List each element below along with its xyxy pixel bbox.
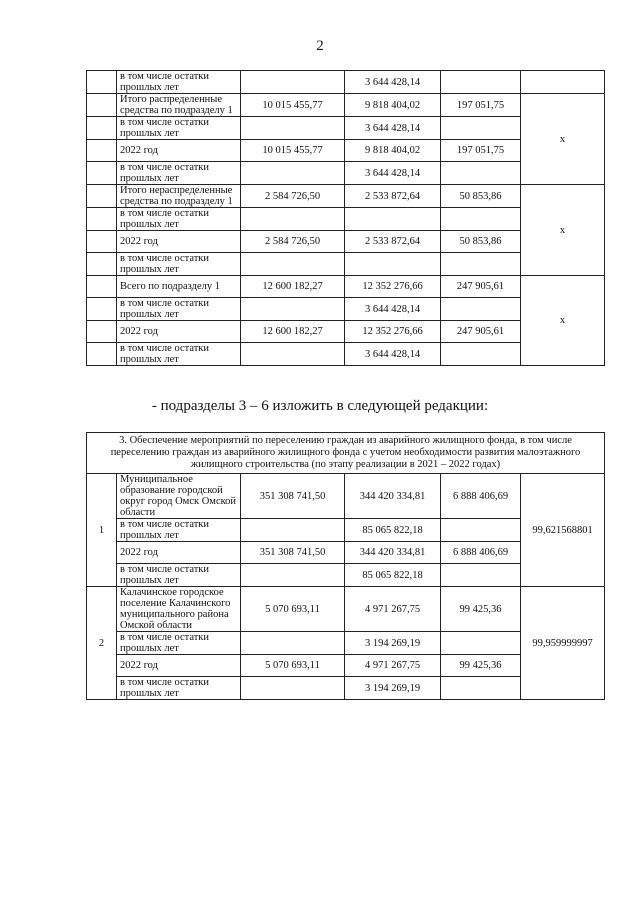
amount-federal: 3 644 428,14	[345, 71, 441, 94]
amount-regional: 197 051,75	[441, 140, 521, 162]
amount-federal: 4 971 267,75	[345, 655, 441, 677]
amount-federal: 12 352 276,66	[345, 321, 441, 343]
amount-federal: 3 644 428,14	[345, 298, 441, 321]
table-row	[87, 71, 605, 94]
amount-total	[241, 208, 345, 231]
amount-regional: 99 425,36	[441, 655, 521, 677]
row-label: 2022 год	[117, 655, 241, 677]
amount-total: 10 015 455,77	[241, 140, 345, 162]
table-row	[87, 276, 605, 298]
index-cell	[87, 71, 117, 94]
row-label: 2022 год	[117, 231, 241, 253]
section-note: - подразделы 3 – 6 изложить в следующей редакции:	[151, 398, 489, 414]
section-heading-row	[87, 433, 605, 474]
row-label: Калачинское городское поселение Калачинского муниципального района Омской области	[117, 587, 241, 632]
amount-federal	[345, 253, 441, 276]
amount-federal: 344 420 334,81	[345, 542, 441, 564]
amount-total	[241, 343, 345, 366]
amount-regional	[441, 564, 521, 587]
row-label: в том числе остатки прошлых лет	[117, 117, 241, 140]
ratio-cell: 99,621568801	[521, 474, 605, 587]
row-label: 2022 год	[117, 542, 241, 564]
page-number: 2	[316, 38, 324, 54]
index-cell	[87, 298, 117, 321]
amount-total: 351 308 741,50	[241, 474, 345, 519]
amount-federal: 3 644 428,14	[345, 117, 441, 140]
index-cell	[87, 321, 117, 343]
row-label: Итого нераспределенные средства по подразделу 1	[117, 185, 241, 208]
row-label: в том числе остатки прошлых лет	[117, 564, 241, 587]
amount-regional	[441, 298, 521, 321]
section-heading: 3. Обеспечение мероприятий по переселению граждан из аварийного жилищного фонда, в том числе переселению граждан из аварийного жилищного фонда с учетом необходимости развития малоэтажного жилищного строительства (по этапу реализации в 2021 – 2022 годах)	[87, 433, 605, 474]
row-index: 2	[87, 587, 117, 700]
budget-table-subsection-1	[86, 70, 605, 366]
index-cell	[87, 94, 117, 117]
amount-total	[241, 519, 345, 542]
amount-total	[241, 632, 345, 655]
row-label: в том числе остатки прошлых лет	[117, 162, 241, 185]
amount-total: 2 584 726,50	[241, 231, 345, 253]
x-mark-cell: х	[521, 185, 605, 276]
amount-federal: 9 818 404,02	[345, 94, 441, 117]
index-cell	[87, 253, 117, 276]
amount-regional	[441, 253, 521, 276]
table-row	[87, 185, 605, 208]
amount-federal: 4 971 267,75	[345, 587, 441, 632]
budget-table-subsection-3	[86, 432, 605, 700]
amount-regional	[441, 71, 521, 94]
amount-total: 2 584 726,50	[241, 185, 345, 208]
index-cell	[87, 231, 117, 253]
amount-federal: 3 644 428,14	[345, 343, 441, 366]
row-label: Всего по подразделу 1	[117, 276, 241, 298]
amount-regional	[441, 343, 521, 366]
amount-federal: 12 352 276,66	[345, 276, 441, 298]
amount-regional	[441, 632, 521, 655]
row-label: в том числе остатки прошлых лет	[117, 253, 241, 276]
amount-federal: 85 065 822,18	[345, 564, 441, 587]
amount-federal: 3 644 428,14	[345, 162, 441, 185]
row-label: в том числе остатки прошлых лет	[117, 208, 241, 231]
amount-total	[241, 117, 345, 140]
amount-total	[241, 162, 345, 185]
x-mark-cell	[521, 71, 605, 94]
amount-federal: 85 065 822,18	[345, 519, 441, 542]
row-label: в том числе остатки прошлых лет	[117, 343, 241, 366]
amount-regional: 50 853,86	[441, 185, 521, 208]
row-label: в том числе остатки прошлых лет	[117, 519, 241, 542]
amount-total	[241, 298, 345, 321]
amount-federal: 2 533 872,64	[345, 231, 441, 253]
ratio-cell: 99,959999997	[521, 587, 605, 700]
x-mark-cell: х	[521, 94, 605, 185]
amount-federal: 344 420 334,81	[345, 474, 441, 519]
amount-federal: 9 818 404,02	[345, 140, 441, 162]
amount-regional: 99 425,36	[441, 587, 521, 632]
amount-federal: 2 533 872,64	[345, 185, 441, 208]
amount-federal: 3 194 269,19	[345, 677, 441, 700]
amount-regional	[441, 162, 521, 185]
amount-regional	[441, 117, 521, 140]
amount-regional	[441, 208, 521, 231]
index-cell	[87, 140, 117, 162]
amount-regional: 197 051,75	[441, 94, 521, 117]
amount-regional: 50 853,86	[441, 231, 521, 253]
amount-total	[241, 564, 345, 587]
amount-regional	[441, 677, 521, 700]
amount-total: 12 600 182,27	[241, 276, 345, 298]
amount-regional: 247 905,61	[441, 321, 521, 343]
amount-regional: 6 888 406,69	[441, 542, 521, 564]
row-label: в том числе остатки прошлых лет	[117, 632, 241, 655]
row-label: 2022 год	[117, 321, 241, 343]
row-index: 1	[87, 474, 117, 587]
x-mark-cell: х	[521, 276, 605, 366]
amount-total: 351 308 741,50	[241, 542, 345, 564]
index-cell	[87, 208, 117, 231]
row-label: в том числе остатки прошлых лет	[117, 677, 241, 700]
row-label: 2022 год	[117, 140, 241, 162]
row-label: Итого распределенные средства по подразделу 1	[117, 94, 241, 117]
index-cell	[87, 343, 117, 366]
amount-total: 10 015 455,77	[241, 94, 345, 117]
index-cell	[87, 185, 117, 208]
index-cell	[87, 117, 117, 140]
amount-total	[241, 71, 345, 94]
index-cell	[87, 162, 117, 185]
row-label: Муниципальное образование городской округ город Омск Омской области	[117, 474, 241, 519]
amount-total: 12 600 182,27	[241, 321, 345, 343]
table-row	[87, 587, 605, 632]
table-row	[87, 474, 605, 519]
row-label: в том числе остатки прошлых лет	[117, 71, 241, 94]
table-row	[87, 94, 605, 117]
amount-regional: 6 888 406,69	[441, 474, 521, 519]
amount-regional	[441, 519, 521, 542]
amount-total: 5 070 693,11	[241, 587, 345, 632]
amount-total	[241, 677, 345, 700]
index-cell	[87, 276, 117, 298]
amount-total: 5 070 693,11	[241, 655, 345, 677]
amount-federal	[345, 208, 441, 231]
row-label: в том числе остатки прошлых лет	[117, 298, 241, 321]
amount-federal: 3 194 269,19	[345, 632, 441, 655]
amount-total	[241, 253, 345, 276]
amount-regional: 247 905,61	[441, 276, 521, 298]
